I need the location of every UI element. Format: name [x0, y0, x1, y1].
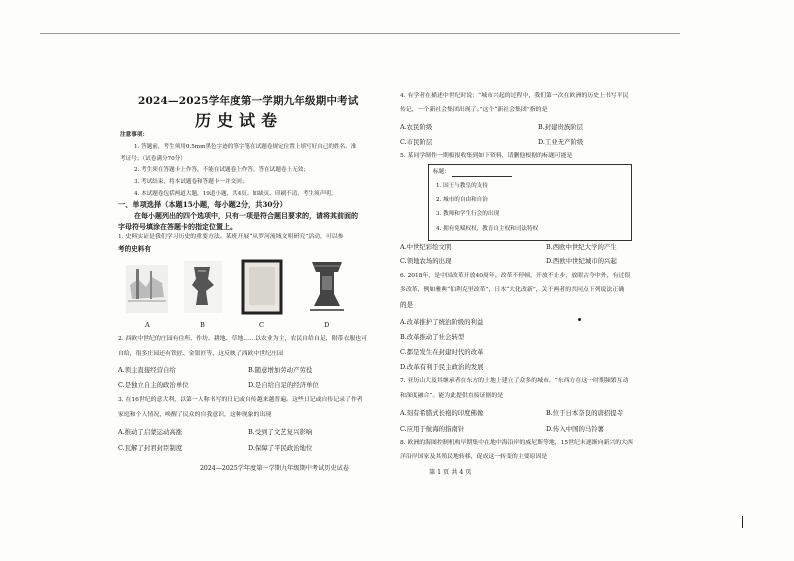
q1-label-d: D [324, 321, 330, 329]
exam-title: 2024—2025学年度第一学期九年级期中考试 [138, 95, 359, 107]
q4-option-c: C.市民阶层 [400, 138, 433, 146]
left-footer: 2024—2025学年度第一学期九年级期中考试历史试卷 [200, 465, 350, 472]
notice-line-2: 考证号；（试卷满分70分） [120, 156, 186, 162]
q1-image-c [240, 258, 284, 316]
q5-line-1: 5. 某同学制作一期板报收集到如下资料，请删他根据的标题可能是 [400, 153, 573, 159]
q7-line-1: 7. 亚历山大及其继承者在东方的土地上建立了众多的城市，“东西方在这一时期频繁互动 [400, 378, 629, 384]
q4-option-a: A.农民阶级 [400, 123, 433, 131]
q6-option-a: A.改革推护了统治阶级的利益 [400, 318, 484, 326]
q7-option-d: D.传入中国的马铃薯 [546, 425, 605, 433]
scan-edge-right [742, 516, 743, 528]
q4-line-1: 4. 有学者在描述中世纪时说：“城市兴起的过程中，我们第一次在欧洲的历史上书写平民 [400, 93, 629, 99]
q2-option-a: A.领主直接经营自给 [118, 366, 176, 374]
subject-title: 历史试卷 [195, 111, 284, 130]
q1-image-d [304, 258, 350, 316]
q3-option-b: B.受到了文艺复兴影响 [248, 428, 313, 436]
q1-label-b: B [200, 321, 205, 329]
q3-line-2: 家庭和个人情况，唤醒了民众的自我意识，这种现象的出现 [118, 412, 272, 418]
q7-option-a: A.刻有希腊式长袍的印度佛像 [400, 409, 484, 417]
q2-line-1: 2. 西欧中世纪的庄园有住所、作坊、耕地、草地……以农业为主，农民自给自足，附带衣服也可 [118, 336, 368, 342]
q6-option-b: B.改革推动了社会转型 [400, 333, 465, 341]
left-column [112, 0, 397, 561]
q1-image-a [126, 257, 168, 317]
q1-image-b [184, 257, 222, 317]
q3-option-c: C.瓦解了封君封臣制度 [118, 444, 183, 452]
q5-option-d: D.西欧中世纪城市的兴起 [546, 257, 617, 265]
q3-line-1: 3. 在16世纪的意大利，以第一人称书写的日记或自传越来越普遍。这些日记或自传记录了作者 [118, 397, 363, 403]
section1-title: 一、单项选择（本题15小题，每小题2分，共30分） [118, 200, 287, 209]
right-column [400, 0, 675, 561]
q6-option-c: C.都是发生在封建时代的改革 [400, 348, 484, 356]
section1-desc-2: 字母符号填涂在答题卡的指定位置上。 [118, 222, 237, 231]
q1-line-2: 考的史料有 [118, 245, 151, 253]
q8-line-1: 8. 欧洲的海图控制机构早期集中在地中海沿岸的威尼斯等地，15世纪末逐渐向新兴的大西 [400, 440, 633, 446]
section1-desc-1: 在每小题列出的四个选项中，只有一项是符合题目要求的，请将其前面的 [134, 211, 358, 220]
q7-option-b: B.位于日本奈良的唐招提寺 [546, 409, 624, 417]
q5-box-item-1: 1. 国王与教皇的支持 [436, 183, 488, 189]
q5-box-item-2: 2. 城市的自由和自治 [436, 197, 488, 203]
q6-line-2: 多改革，例如雅典“伯利克里改革”，日本“大化改新”，关于两者的共同点下列说法正确 [400, 287, 625, 293]
q2-option-b: B.随意增加劳动产劳役 [248, 366, 313, 374]
q5-box-item-4: 4. 拥有免赋权权，教育自主权和司法特权 [436, 226, 539, 232]
q4-option-d: D.工业无产阶级 [538, 138, 584, 146]
q5-option-b: B.西欧中世纪大学的产生 [546, 243, 617, 251]
q6-line-1: 6. 2018年，是中国改革开放40周年。改革不停顿，开放不止步，放眼古今中外，有过很 [400, 273, 631, 279]
q5-box-title-underline [452, 176, 512, 177]
notice-line-1: 1. 答题前，考生须用0.5mm黑色字迹的签字笔在试题卷规定位置上填写好自己的姓名、准 [134, 144, 357, 150]
q5-option-a: A.中世纪彩绘文明 [400, 243, 452, 251]
q2-option-c: C.是独立自主的政治单位 [118, 381, 189, 389]
q1-label-a: A [145, 321, 150, 329]
notice-line-4: 3. 考试结束，将本试题卷和答题卡一并交回； [134, 179, 248, 185]
notice-line-5: 4. 本试题卷包括两道大题，19道小题，共4页。如缺页、印刷不清，考生须声明。 [134, 191, 337, 197]
q2-option-d: D.是自给自足的经济单位 [248, 381, 319, 389]
q5-box-title: 标题： [433, 169, 450, 175]
q6-line-3: 的是 [400, 301, 414, 309]
q6-option-d: D.改革有利于民主政治的发展 [400, 363, 484, 371]
q3-option-d: D.保障了平民政治地位 [248, 444, 313, 452]
q7-line-2: 和深度融合”。能为此提供直接证据的是 [400, 393, 504, 399]
q1-label-c: C [259, 321, 265, 329]
right-footer: 第 1 页 共 4 页 [429, 469, 472, 476]
q5-option-c: C.领地农场的出现 [400, 257, 452, 265]
q3-option-a: A.推动了启蒙运动高涨 [118, 428, 183, 436]
q8-line-2: 洋沿岸国家及其殖民地转移，促成这一转变的主要原因是 [400, 454, 548, 460]
q5-box-item-3: 3. 教师和学生行会的出现 [436, 211, 500, 217]
q2-line-2: 自给，很多庄园还有铁匠、金银匠等，这反映了西欧中世纪庄园 [118, 351, 283, 357]
q4-option-b: B.封建贵族阶层 [538, 123, 584, 131]
notice-heading: 注意事项： [120, 132, 148, 138]
q1-line-1: 1. 史料实证是我们学习历史的重要方法。某班开展“从罗河流域文明研究”活动，可以参 [118, 234, 344, 240]
notice-line-3: 2. 考生须在答题卡上作答，不能在试题卷上作答，答在试题卷上无效； [134, 167, 309, 173]
scan-mark-dot [578, 318, 581, 321]
q7-option-c: C.应用于航海的指南针 [400, 425, 465, 433]
q4-line-2: 传记，一个新社会集团出现了。”这个“新社会集团”指的是 [400, 107, 548, 113]
